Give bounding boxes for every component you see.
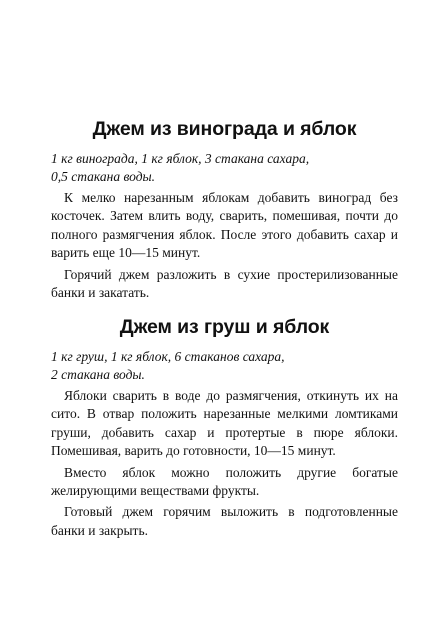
recipe-title: Джем из винограда и яблок	[92, 118, 357, 140]
recipe-grape-apple-jam	[51, 116, 398, 302]
recipe-ingredients	[51, 150, 398, 186]
recipe-pear-apple-jam	[51, 314, 398, 540]
ingredients-line: 0,5 стакана воды.	[51, 169, 156, 184]
ingredients-line: 1 кг груш, 1 кг яблок, 6 стаканов сахара,	[51, 349, 285, 364]
ingredients-line: 2 стакана воды.	[51, 367, 145, 382]
recipe-ingredients	[51, 348, 398, 384]
ingredients-line: 1 кг винограда, 1 кг яблок, 3 стакана сахара,	[51, 151, 310, 166]
recipe-instruction-paragraph: Яблоки сварить в воде до размягчения, откинуть их на сито. В отвар положить нарезанные мелкими ломтиками груши, добавить сахар и протертые в пюре яблоки. Помешивая, варить до готовности, 10—15 минут.	[51, 388, 398, 459]
recipe-instruction-paragraph: Готовый джем горячим выложить в подготовленные банки и закрыть.	[51, 504, 398, 538]
recipe-instruction-paragraph: Вместо яблок можно положить другие богатые желирующими веществами фрукты.	[51, 464, 398, 499]
recipe-instruction-paragraph: Горячий джем разложить в сухие простерилизованные банки и закатать.	[51, 266, 398, 301]
recipe-instruction-paragraph: К мелко нарезанным яблокам добавить виноград без косточек. Затем влить воду, сварить, помешивая, почти до полного размягчения яблок. После этого добавить сахар и варить еще 10—15 минут.	[51, 190, 398, 261]
recipe-title: Джем из груш и яблок	[119, 316, 330, 338]
